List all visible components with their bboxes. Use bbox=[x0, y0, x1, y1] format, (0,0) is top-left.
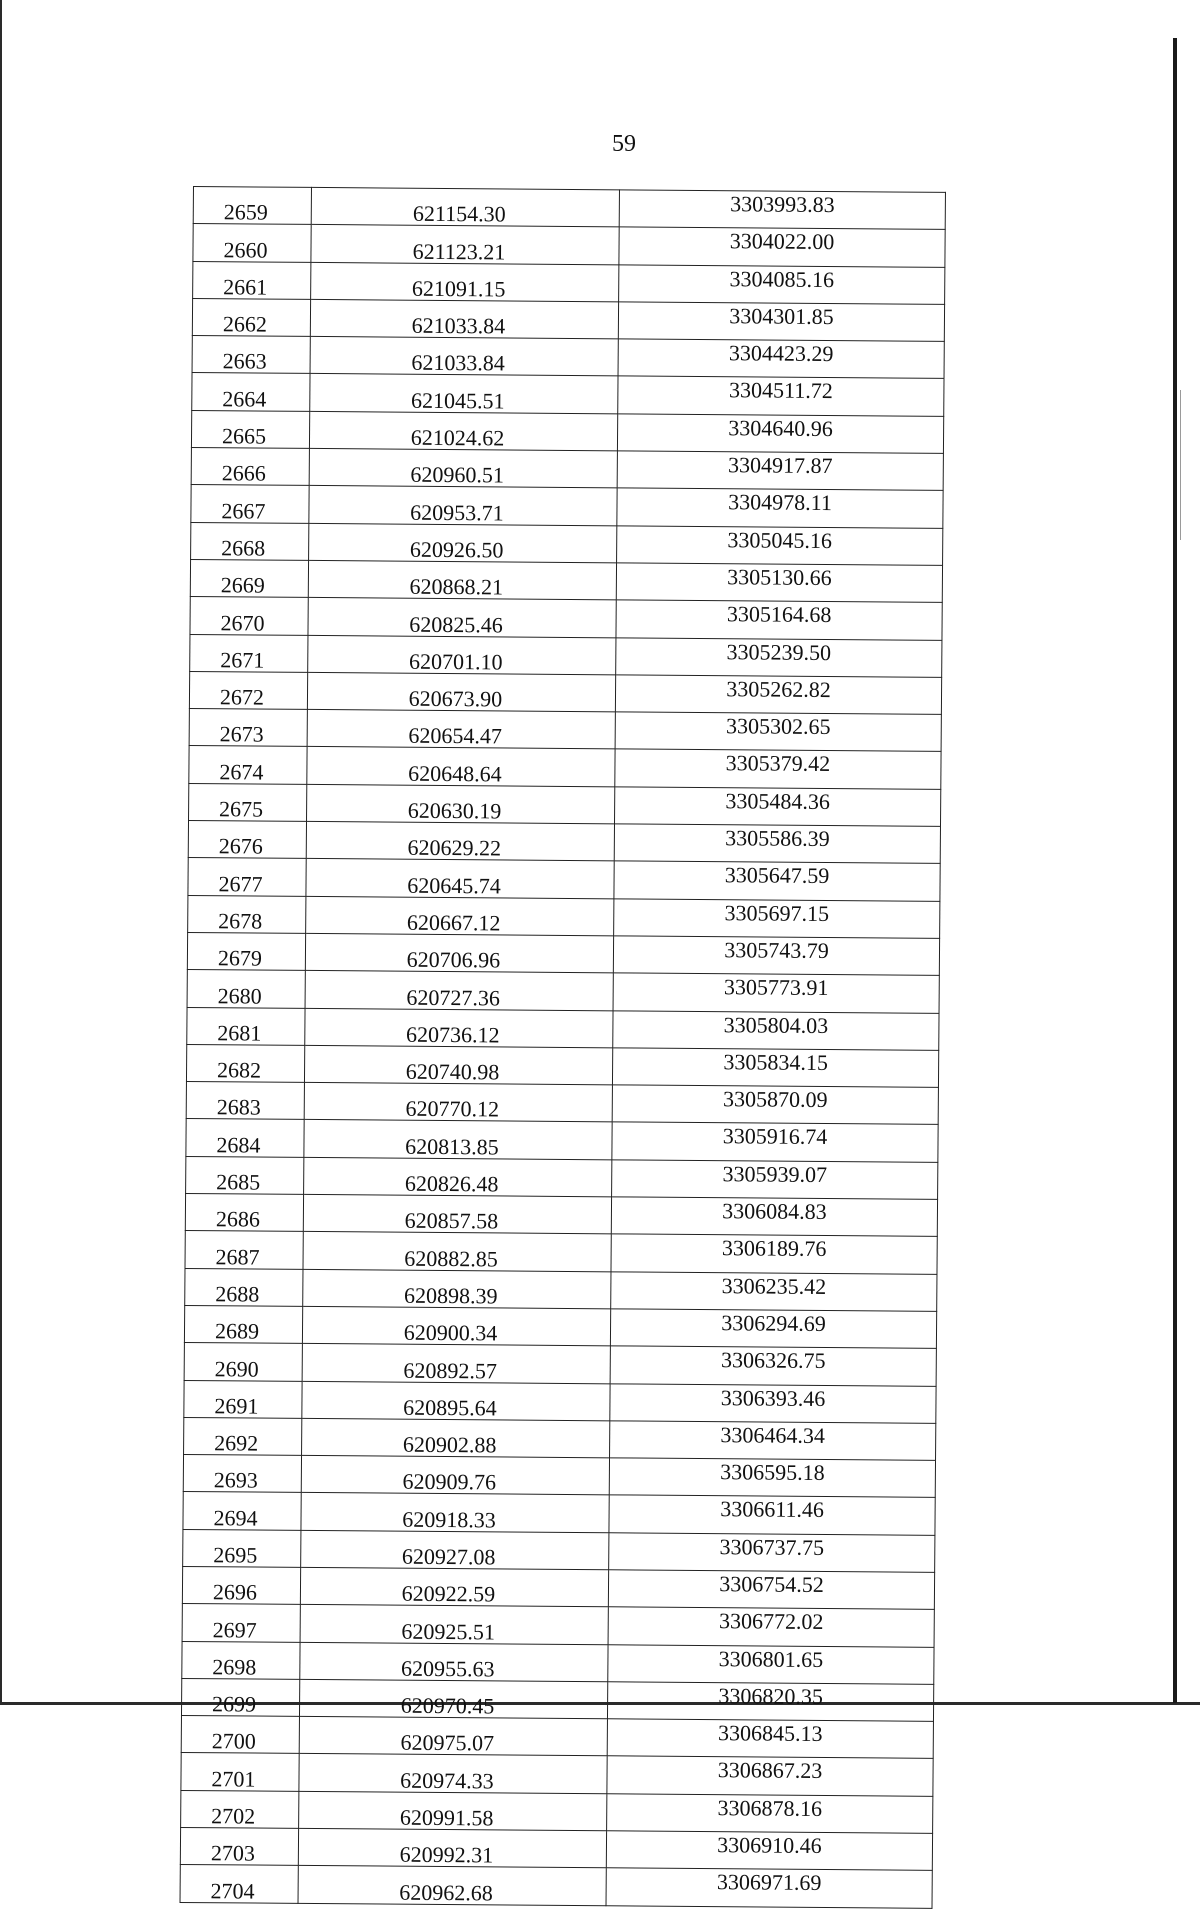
table-row bbox=[184, 1343, 936, 1386]
northing-cell: 3306878.16 bbox=[607, 1794, 933, 1834]
easting-cell: 620727.36 bbox=[305, 971, 613, 1011]
table-row bbox=[188, 858, 940, 901]
easting-cell: 620868.21 bbox=[308, 560, 616, 600]
northing-cell: 3305870.09 bbox=[612, 1085, 938, 1125]
table-row bbox=[190, 559, 942, 602]
scan-edge-mark bbox=[1180, 390, 1181, 540]
table-row bbox=[189, 671, 941, 714]
table-row bbox=[180, 1828, 932, 1871]
northing-cell: 3305916.74 bbox=[612, 1122, 938, 1162]
point-number-cell: 2675 bbox=[189, 783, 307, 821]
table-row bbox=[189, 783, 941, 826]
table-row bbox=[182, 1641, 934, 1684]
easting-cell: 620813.85 bbox=[304, 1120, 612, 1160]
table-row bbox=[186, 1156, 938, 1199]
northing-cell: 3306772.02 bbox=[608, 1607, 934, 1647]
northing-cell: 3304917.87 bbox=[617, 451, 943, 491]
northing-cell: 3306737.75 bbox=[609, 1532, 935, 1572]
point-number-cell: 2689 bbox=[184, 1305, 302, 1343]
easting-cell: 620955.63 bbox=[300, 1642, 608, 1682]
northing-cell: 3306754.52 bbox=[608, 1570, 934, 1610]
northing-cell: 3305773.91 bbox=[613, 973, 939, 1013]
easting-cell: 620770.12 bbox=[304, 1083, 612, 1123]
northing-cell: 3306464.34 bbox=[610, 1421, 936, 1461]
point-number-cell: 2662 bbox=[192, 298, 310, 336]
northing-cell: 3306393.46 bbox=[610, 1383, 936, 1423]
point-number-cell: 2697 bbox=[182, 1604, 300, 1642]
table-row bbox=[193, 261, 945, 304]
easting-cell: 621045.51 bbox=[310, 374, 618, 414]
table-row bbox=[181, 1790, 933, 1833]
point-number-cell: 2677 bbox=[188, 858, 306, 896]
easting-cell: 620706.96 bbox=[305, 933, 613, 973]
point-number-cell: 2683 bbox=[186, 1082, 304, 1120]
point-number-cell: 2700 bbox=[181, 1716, 299, 1754]
easting-cell: 620974.33 bbox=[299, 1754, 607, 1794]
point-number-cell: 2696 bbox=[182, 1566, 300, 1604]
easting-cell: 621033.84 bbox=[310, 337, 618, 377]
point-number-cell: 2703 bbox=[180, 1828, 298, 1866]
northing-cell: 3305484.36 bbox=[615, 787, 941, 827]
northing-cell: 3306820.35 bbox=[607, 1682, 933, 1722]
easting-cell: 620826.48 bbox=[304, 1157, 612, 1197]
easting-cell: 620895.64 bbox=[302, 1381, 610, 1421]
easting-cell: 620667.12 bbox=[306, 896, 614, 936]
point-number-cell: 2668 bbox=[191, 522, 309, 560]
point-number-cell: 2681 bbox=[187, 1007, 305, 1045]
point-number-cell: 2693 bbox=[183, 1455, 301, 1493]
easting-cell: 620927.08 bbox=[301, 1530, 609, 1570]
point-number-cell: 2664 bbox=[192, 373, 310, 411]
point-number-cell: 2663 bbox=[192, 336, 310, 374]
easting-cell: 620654.47 bbox=[307, 710, 615, 750]
scan-edge-bar bbox=[1173, 38, 1177, 1703]
northing-cell: 3305743.79 bbox=[613, 936, 939, 976]
table-row bbox=[192, 336, 944, 379]
point-number-cell: 2684 bbox=[186, 1119, 304, 1157]
point-number-cell: 2669 bbox=[190, 559, 308, 597]
table-row bbox=[183, 1492, 935, 1535]
northing-cell: 3306971.69 bbox=[606, 1868, 932, 1908]
coordinate-table-body bbox=[180, 187, 945, 1909]
point-number-cell: 2671 bbox=[190, 634, 308, 672]
point-number-cell: 2687 bbox=[185, 1231, 303, 1269]
easting-cell: 620629.22 bbox=[306, 821, 614, 861]
northing-cell: 3305239.50 bbox=[616, 637, 942, 677]
table-row bbox=[189, 746, 941, 789]
easting-cell: 620740.98 bbox=[304, 1045, 612, 1085]
point-number-cell: 2673 bbox=[189, 709, 307, 747]
table-row bbox=[191, 448, 943, 491]
point-number-cell: 2704 bbox=[180, 1865, 298, 1903]
easting-cell: 620902.88 bbox=[302, 1418, 610, 1458]
easting-cell: 620825.46 bbox=[308, 598, 616, 638]
easting-cell: 620701.10 bbox=[308, 635, 616, 675]
easting-cell: 620673.90 bbox=[307, 672, 615, 712]
table-row bbox=[182, 1604, 934, 1647]
point-number-cell: 2682 bbox=[186, 1044, 304, 1082]
point-number-cell: 2666 bbox=[191, 448, 309, 486]
northing-cell: 3304022.00 bbox=[619, 227, 945, 267]
point-number-cell: 2701 bbox=[181, 1753, 299, 1791]
point-number-cell: 2692 bbox=[184, 1417, 302, 1455]
point-number-cell: 2659 bbox=[193, 187, 311, 225]
table-row bbox=[192, 298, 944, 341]
easting-cell: 620645.74 bbox=[306, 859, 614, 899]
table-row bbox=[187, 932, 939, 975]
page-number: 59 bbox=[612, 131, 636, 157]
easting-cell: 621091.15 bbox=[311, 262, 619, 302]
point-number-cell: 2680 bbox=[187, 970, 305, 1008]
northing-cell: 3306189.76 bbox=[611, 1234, 937, 1274]
northing-cell: 3306235.42 bbox=[611, 1271, 937, 1311]
coordinate-table bbox=[180, 186, 946, 1909]
table-row bbox=[186, 1044, 938, 1087]
point-number-cell: 2686 bbox=[185, 1193, 303, 1231]
point-number-cell: 2660 bbox=[193, 224, 311, 262]
point-number-cell: 2699 bbox=[181, 1678, 299, 1716]
table-row bbox=[190, 597, 942, 640]
northing-cell: 3304511.72 bbox=[618, 376, 944, 416]
easting-cell: 620962.68 bbox=[298, 1866, 606, 1906]
northing-cell: 3305130.66 bbox=[616, 563, 942, 603]
northing-cell: 3305939.07 bbox=[612, 1160, 938, 1200]
easting-cell: 620953.71 bbox=[309, 486, 617, 526]
table-row bbox=[181, 1753, 933, 1796]
northing-cell: 3305379.42 bbox=[615, 749, 941, 789]
table-row bbox=[191, 410, 943, 453]
easting-cell: 620975.07 bbox=[299, 1717, 607, 1757]
table-row bbox=[188, 821, 940, 864]
page-edge-left bbox=[0, 0, 2, 1705]
table-row bbox=[184, 1417, 936, 1460]
easting-cell: 621033.84 bbox=[310, 299, 618, 339]
northing-cell: 3306294.69 bbox=[610, 1309, 936, 1349]
point-number-cell: 2667 bbox=[191, 485, 309, 523]
table-row bbox=[186, 1119, 938, 1162]
easting-cell: 620925.51 bbox=[300, 1605, 608, 1645]
easting-cell: 620922.59 bbox=[300, 1567, 608, 1607]
northing-cell: 3303993.83 bbox=[619, 190, 945, 230]
point-number-cell: 2679 bbox=[187, 932, 305, 970]
northing-cell: 3305302.65 bbox=[615, 712, 941, 752]
point-number-cell: 2674 bbox=[189, 746, 307, 784]
easting-cell: 620960.51 bbox=[309, 449, 617, 489]
table-row bbox=[181, 1678, 933, 1721]
northing-cell: 3304085.16 bbox=[619, 264, 945, 304]
northing-cell: 3305045.16 bbox=[617, 526, 943, 566]
table-row bbox=[192, 373, 944, 416]
easting-cell: 620918.33 bbox=[301, 1493, 609, 1533]
table-row bbox=[193, 224, 945, 267]
easting-cell: 621123.21 bbox=[311, 225, 619, 265]
table-row bbox=[185, 1268, 937, 1311]
table-row bbox=[184, 1380, 936, 1423]
northing-cell: 3305834.15 bbox=[612, 1048, 938, 1088]
northing-cell: 3306611.46 bbox=[609, 1495, 935, 1535]
northing-cell: 3305697.15 bbox=[614, 898, 940, 938]
table-row bbox=[183, 1455, 935, 1498]
northing-cell: 3306845.13 bbox=[607, 1719, 933, 1759]
table-row bbox=[183, 1529, 935, 1572]
table-row bbox=[189, 709, 941, 752]
point-number-cell: 2678 bbox=[188, 895, 306, 933]
northing-cell: 3304978.11 bbox=[617, 488, 943, 528]
easting-cell: 620909.76 bbox=[301, 1455, 609, 1495]
northing-cell: 3304301.85 bbox=[618, 302, 944, 342]
point-number-cell: 2691 bbox=[184, 1380, 302, 1418]
point-number-cell: 2690 bbox=[184, 1343, 302, 1381]
table-row bbox=[182, 1566, 934, 1609]
table-row bbox=[187, 1007, 939, 1050]
northing-cell: 3305647.59 bbox=[614, 861, 940, 901]
easting-cell: 620970.45 bbox=[299, 1679, 607, 1719]
point-number-cell: 2695 bbox=[183, 1529, 301, 1567]
northing-cell: 3305586.39 bbox=[614, 824, 940, 864]
northing-cell: 3305262.82 bbox=[615, 675, 941, 715]
point-number-cell: 2702 bbox=[181, 1790, 299, 1828]
northing-cell: 3306326.75 bbox=[610, 1346, 936, 1386]
table-row bbox=[191, 522, 943, 565]
northing-cell: 3304423.29 bbox=[618, 339, 944, 379]
easting-cell: 621154.30 bbox=[311, 187, 619, 227]
table-row bbox=[188, 895, 940, 938]
point-number-cell: 2676 bbox=[188, 821, 306, 859]
table-row bbox=[190, 634, 942, 677]
easting-cell: 620882.85 bbox=[303, 1232, 611, 1272]
northing-cell: 3306084.83 bbox=[611, 1197, 937, 1237]
easting-cell: 620857.58 bbox=[303, 1194, 611, 1234]
northing-cell: 3306867.23 bbox=[607, 1756, 933, 1796]
easting-cell: 620991.58 bbox=[299, 1791, 607, 1831]
table-row bbox=[185, 1193, 937, 1236]
table-row bbox=[187, 970, 939, 1013]
point-number-cell: 2698 bbox=[182, 1641, 300, 1679]
easting-cell: 620736.12 bbox=[305, 1008, 613, 1048]
northing-cell: 3304640.96 bbox=[617, 414, 943, 454]
table-row bbox=[185, 1231, 937, 1274]
point-number-cell: 2694 bbox=[183, 1492, 301, 1530]
point-number-cell: 2688 bbox=[185, 1268, 303, 1306]
northing-cell: 3306595.18 bbox=[609, 1458, 935, 1498]
table-row bbox=[184, 1305, 936, 1348]
point-number-cell: 2661 bbox=[193, 261, 311, 299]
easting-cell: 620992.31 bbox=[298, 1828, 606, 1868]
easting-cell: 620630.19 bbox=[307, 784, 615, 824]
easting-cell: 620898.39 bbox=[303, 1269, 611, 1309]
table-row bbox=[180, 1865, 932, 1908]
easting-cell: 620648.64 bbox=[307, 747, 615, 787]
northing-cell: 3305164.68 bbox=[616, 600, 942, 640]
table-row bbox=[186, 1082, 938, 1125]
coordinate-table-wrapper bbox=[180, 186, 945, 1909]
easting-cell: 621024.62 bbox=[309, 411, 617, 451]
point-number-cell: 2672 bbox=[189, 671, 307, 709]
point-number-cell: 2665 bbox=[191, 410, 309, 448]
point-number-cell: 2685 bbox=[186, 1156, 304, 1194]
point-number-cell: 2670 bbox=[190, 597, 308, 635]
northing-cell: 3305804.03 bbox=[613, 1010, 939, 1050]
table-row bbox=[193, 187, 945, 230]
table-row bbox=[191, 485, 943, 528]
easting-cell: 620926.50 bbox=[309, 523, 617, 563]
easting-cell: 620892.57 bbox=[302, 1344, 610, 1384]
northing-cell: 3306910.46 bbox=[606, 1831, 932, 1871]
northing-cell: 3306801.65 bbox=[608, 1644, 934, 1684]
easting-cell: 620900.34 bbox=[302, 1306, 610, 1346]
table-row bbox=[181, 1716, 933, 1759]
